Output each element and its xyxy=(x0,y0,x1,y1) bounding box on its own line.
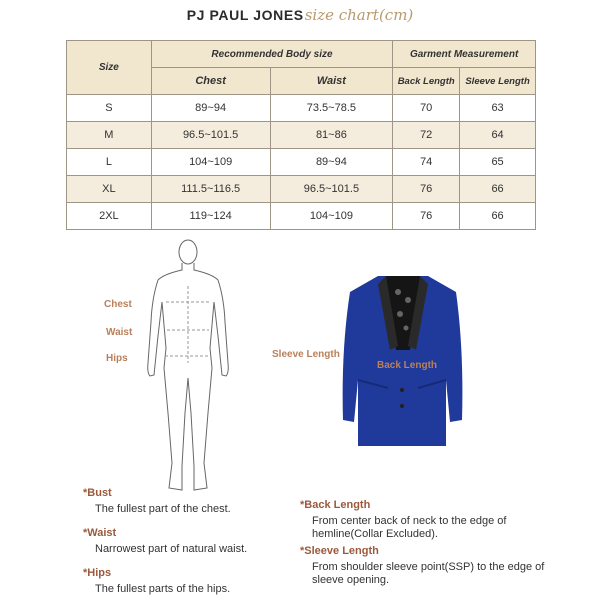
waist-label: Waist xyxy=(106,327,133,338)
body-outline-figure xyxy=(138,238,238,496)
sleeve-length-cell: 66 xyxy=(460,203,536,230)
chart-header xyxy=(0,6,600,30)
chest-label: Chest xyxy=(104,299,132,310)
size-cell: L xyxy=(67,149,152,176)
back-length-title: Back Length xyxy=(304,499,371,511)
table-row xyxy=(67,149,536,176)
chest-cell: 96.5~101.5 xyxy=(151,122,270,149)
size-cell: XL xyxy=(67,176,152,203)
waist-title: Waist xyxy=(87,527,117,539)
sleeve-length-cell: 65 xyxy=(460,149,536,176)
chest-cell: 111.5~116.5 xyxy=(151,176,270,203)
sleeve-length-cell: 64 xyxy=(460,122,536,149)
waist-cell: 73.5~78.5 xyxy=(270,95,393,122)
garment-group-header: Garment Measurement xyxy=(393,41,536,68)
hips-text: The fullest parts of the hips. xyxy=(95,583,231,595)
back-length-text: From center back of neck to the edge of hemline(Collar Excluded). xyxy=(312,515,507,540)
waist-cell: 96.5~101.5 xyxy=(270,176,393,203)
table-row xyxy=(67,176,536,203)
sleeve-length-text: From shoulder sleeve point(SSP) to the edge of sleeve opening. xyxy=(312,561,545,586)
table-row xyxy=(67,122,536,149)
waist-text: Narrowest part of natural waist. xyxy=(95,543,248,555)
sleeve-length-cell: 63 xyxy=(460,95,536,122)
asterisk-icon: * xyxy=(300,499,305,511)
sleeve-length-definition xyxy=(300,545,560,587)
back-length-cell: 76 xyxy=(393,203,460,230)
chart-subtitle: size chart(cm) xyxy=(304,6,414,24)
back-length-cell: 70 xyxy=(393,95,460,122)
back-length-column-header: Back Length xyxy=(393,68,460,95)
hips-label: Hips xyxy=(106,353,128,364)
bust-title: Bust xyxy=(87,487,112,499)
back-length-definition xyxy=(300,499,560,541)
waist-column-header: Waist xyxy=(270,68,393,95)
asterisk-icon: * xyxy=(83,487,88,499)
table-row xyxy=(67,95,536,122)
size-cell: M xyxy=(67,122,152,149)
chest-cell: 119~124 xyxy=(151,203,270,230)
back-length-cell: 72 xyxy=(393,122,460,149)
sleeve-length-label: Sleeve Length xyxy=(272,349,340,360)
bust-text: The fullest part of the chest. xyxy=(95,503,231,515)
chest-column-header: Chest xyxy=(151,68,270,95)
waist-cell: 89~94 xyxy=(270,149,393,176)
chest-cell: 89~94 xyxy=(151,95,270,122)
asterisk-icon: * xyxy=(83,527,88,539)
asterisk-icon: * xyxy=(83,567,88,579)
sleeve-length-title: Sleeve Length xyxy=(304,545,379,557)
table-row xyxy=(67,203,536,230)
waist-definition xyxy=(83,527,247,556)
sleeve-length-column-header: Sleeve Length xyxy=(460,68,536,95)
brand-name: PJ PAUL JONES xyxy=(186,7,304,23)
body-size-group-header: Recommended Body size xyxy=(151,41,393,68)
back-length-cell: 76 xyxy=(393,176,460,203)
back-length-label: Back Length xyxy=(377,360,438,371)
hips-title: Hips xyxy=(87,567,112,579)
size-column-header: Size xyxy=(67,41,152,95)
size-table xyxy=(66,40,536,230)
chest-cell: 104~109 xyxy=(151,149,270,176)
bust-definition xyxy=(83,487,231,516)
size-cell: 2XL xyxy=(67,203,152,230)
sleeve-length-cell: 66 xyxy=(460,176,536,203)
back-length-cell: 74 xyxy=(393,149,460,176)
hips-definition xyxy=(83,567,230,596)
size-cell: S xyxy=(67,95,152,122)
asterisk-icon: * xyxy=(300,545,305,557)
waist-cell: 104~109 xyxy=(270,203,393,230)
waist-cell: 81~86 xyxy=(270,122,393,149)
